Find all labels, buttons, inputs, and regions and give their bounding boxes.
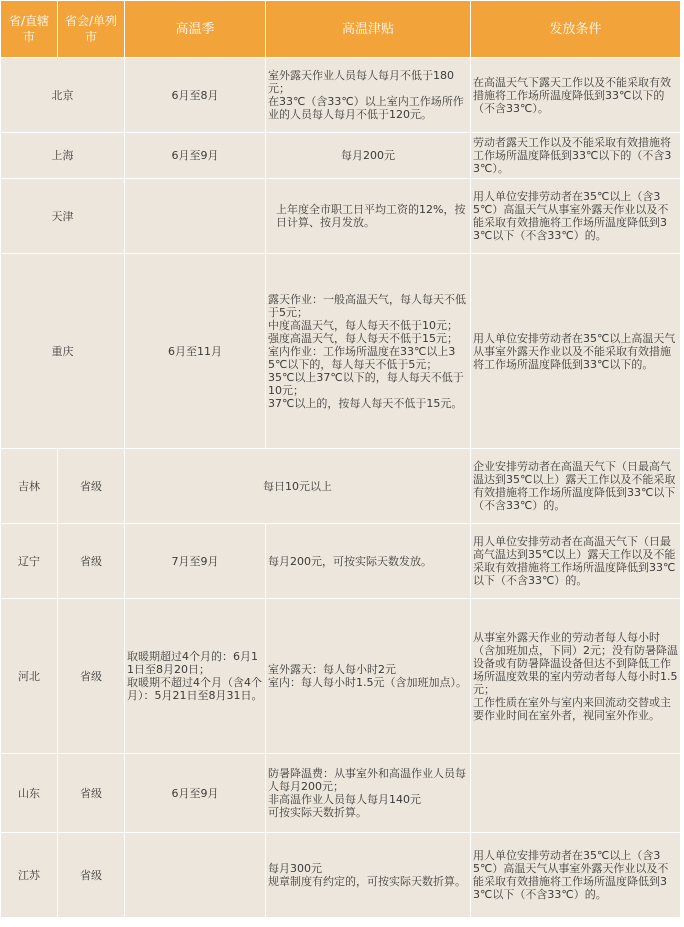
level-cell: 省级 [58, 833, 125, 918]
region-cell: 山东 [1, 754, 58, 833]
subsidy-cell: 防暑降温费：从事室外和高温作业人员每人每月200元； 非高温作业人员每人每月140元 可按实际天数折算。 [266, 754, 471, 833]
header-condition: 发放条件 [471, 1, 681, 58]
region-cell: 江苏 [1, 833, 58, 918]
header-season: 高温季 [125, 1, 266, 58]
subsidy-cell: 每月200元 [266, 133, 471, 179]
header-level: 省会/单列市 [58, 1, 125, 58]
table-row [1, 524, 681, 599]
condition-cell: 用人单位安排劳动者在35℃以上（含35℃）高温天气从事室外露天作业以及不能采取有效措施将工作场所温度降低到33℃以下（不含33℃）的。 [471, 179, 681, 254]
level-cell: 省级 [58, 524, 125, 599]
level-cell: 省级 [58, 449, 125, 524]
condition-cell: 劳动者露天工作以及不能采取有效措施将工作场所温度降低到33℃以下的（不含33℃）。 [471, 133, 681, 179]
region-cell: 重庆 [1, 254, 125, 449]
header-region: 省/直辖市 [1, 1, 58, 58]
level-cell: 省级 [58, 754, 125, 833]
table-row [1, 254, 681, 449]
subsidy-cell: 室外露天：每人每小时2元 室内：每人每小时1.5元（含加班加点）。 [266, 599, 471, 754]
subsidy-cell: 每月200元，可按实际天数发放。 [266, 524, 471, 599]
condition-cell: 用人单位安排劳动者在35℃以上高温天气从事室外露天作业以及不能采取有效措施将工作场所温度降低到33℃以下的。 [471, 254, 681, 449]
subsidy-cell: 每日10元以上 [125, 449, 471, 524]
season-cell: 6月至9月 [125, 754, 266, 833]
table-row [1, 133, 681, 179]
table-row [1, 179, 681, 254]
condition-cell [471, 754, 681, 833]
subsidy-cell: 每月300元 规章制度有约定的，可按实际天数折算。 [266, 833, 471, 918]
level-cell: 省级 [58, 599, 125, 754]
subsidy-cell: 露天作业：一般高温天气，每人每天不低于5元； 中度高温天气，每人每天不低于10元； 强度高温天气，每人每天不低于15元； 室内作业：工作场所温度在33℃以上35℃以下的，每人每天不低于5元； 35℃以上37℃以下的，每人每天不低于10元； 37℃以上的，按每人每天不低于15元。 [266, 254, 471, 449]
table-row [1, 449, 681, 524]
season-cell [125, 833, 266, 918]
table-row [1, 833, 681, 918]
table-row [1, 58, 681, 133]
header-subsidy: 高温津贴 [266, 1, 471, 58]
table-row [1, 599, 681, 754]
table-header-row [1, 1, 681, 58]
condition-cell: 用人单位安排劳动者在高温天气下（日最高气温达到35℃以上）露天工作以及不能采取有效措施将工作场所温度降低到33℃以下（不含33℃）的。 [471, 524, 681, 599]
region-cell: 辽宁 [1, 524, 58, 599]
condition-cell: 用人单位安排劳动者在35℃以上（含35℃）高温天气从事室外露天作业以及不能采取有效措施将工作场所温度降低到33℃以下（不含33℃）的。 [471, 833, 681, 918]
season-cell: 6月至9月 [125, 133, 266, 179]
season-cell: 取暖期超过4个月的：6月11日至8月20日； 取暖期不超过4个月（含4个月）：5月21日至8月31日。 [125, 599, 266, 754]
subsidy-cell: 室外露天作业人员每人每月不低于180元； 在33℃（含33℃）以上室内工作场所作业的人员每人每月不低于120元。 [266, 58, 471, 133]
subsidy-cell: 上年度全市职工日平均工资的12%，按日计算、按月发放。 [266, 179, 471, 254]
condition-cell: 从事室外露天作业的劳动者每人每小时（含加班加点，下同）2元；没有防暑降温设备或有防暑降温设备但达不到降低工作场所温度效果的室内劳动者每人每小时1.5元； 工作性质在室外与室内来回流动交替或主要作业时间在室外者，视同室外作业。 [471, 599, 681, 754]
season-cell [125, 179, 266, 254]
region-cell: 上海 [1, 133, 125, 179]
table-row [1, 754, 681, 833]
condition-cell: 企业安排劳动者在高温天气下（日最高气温达到35℃以上）露天工作以及不能采取有效措施将工作场所温度降低到33℃以下（不含33℃）的。 [471, 449, 681, 524]
season-cell: 6月至11月 [125, 254, 266, 449]
region-cell: 河北 [1, 599, 58, 754]
region-cell: 北京 [1, 58, 125, 133]
region-cell: 天津 [1, 179, 125, 254]
condition-cell: 在高温天气下露天工作以及不能采取有效措施将工作场所温度降低到33℃以下的（不含33℃）。 [471, 58, 681, 133]
season-cell: 7月至9月 [125, 524, 266, 599]
season-cell: 6月至8月 [125, 58, 266, 133]
region-cell: 吉林 [1, 449, 58, 524]
